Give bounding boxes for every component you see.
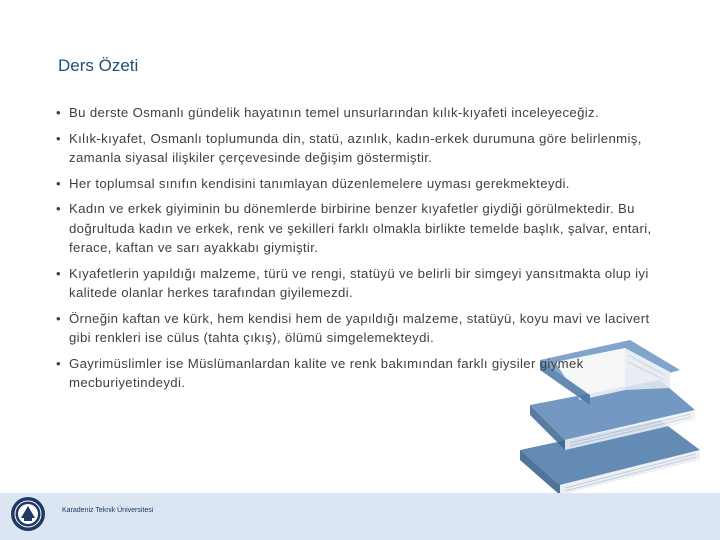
list-item bbox=[56, 199, 666, 258]
bullet-text: Kadın ve erkek giyiminin bu dönemlerde birbirine benzer kıyafetler giydiği görülmektedir. Bu doğrultuda kadın ve erkek, renk ve şekilleri farklı olmakla birlikte temelde başlık, şalvar, entari, ferace, kaftan ve sarı ayakkabı giymiştir. bbox=[69, 201, 652, 255]
bullet-text: Kılık-kıyafet, Osmanlı toplumunda din, statü, azınlık, kadın-erkek durumuna göre belirlenmiş, zamanla siyasal ilişkiler çerçevesinde değişim göstermiştir. bbox=[69, 130, 642, 165]
list-item bbox=[56, 354, 666, 393]
slide-title: Ders Özeti bbox=[58, 56, 139, 75]
footer-band bbox=[0, 493, 720, 540]
bullet-text: Bu derste Osmanlı gündelik hayatının temel unsurlarından kılık-kıyafeti inceleyeceğiz. bbox=[69, 105, 600, 120]
list-item bbox=[56, 103, 666, 123]
bullet-marker: • bbox=[56, 105, 61, 120]
bullet-marker: • bbox=[56, 355, 61, 371]
list-item bbox=[56, 264, 666, 303]
bullet-marker: • bbox=[56, 265, 61, 281]
list-item bbox=[56, 174, 666, 194]
bullet-text: Örneğin kaftan ve kürk, hem kendisi hem de yapıldığı malzeme, statüyü, koyu mavi ve lacivert gibi renkleri ise cülus (tahta çıkış), ölümü simgelemekteydi. bbox=[69, 310, 650, 345]
bullet-text: Gayrimüslimler ise Müslümanlardan kalite ve renk bakımından farklı giysiler giymek mecburiyetindeydi. bbox=[69, 355, 584, 390]
bullet-marker: • bbox=[56, 201, 61, 216]
university-logo-icon bbox=[10, 496, 46, 532]
list-item bbox=[56, 309, 666, 348]
list-item bbox=[56, 129, 666, 168]
bullet-text: Her toplumsal sınıfın kendisini tanımlayan düzenlemelere uyması gerekmekteydi. bbox=[69, 175, 570, 191]
bullet-marker: • bbox=[56, 130, 61, 146]
bullet-marker: • bbox=[56, 310, 61, 326]
bullet-list bbox=[56, 103, 666, 399]
bullet-marker: • bbox=[56, 175, 61, 191]
university-name: Karadeniz Teknik Üniversitesi bbox=[62, 507, 154, 514]
bullet-text: Kıyafetlerin yapıldığı malzeme, türü ve rengi, statüyü ve belirli bir simgeyi yansıtmakta olup iyi kalitede olanlar herkes tarafından giyilemezdi. bbox=[69, 265, 649, 300]
